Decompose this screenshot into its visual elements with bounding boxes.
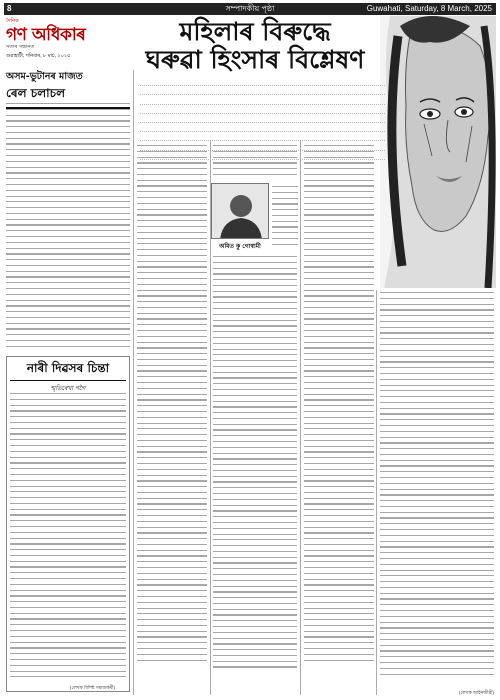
left-news-kicker: অসম-ভুটানৰ মাজত [6, 71, 83, 82]
headline-line-2: ঘৰুৱা হিংসাৰ বিশ্লেষণ [145, 45, 365, 74]
article-column-2 [213, 256, 297, 693]
column-divider [133, 70, 134, 695]
masthead-date: গুৱাহাটী, শনিবাৰ, ৮ মাৰ্চ, ২০২৫ [6, 53, 71, 59]
womens-day-title: নাৰী দিৱসৰ চিন্তা [10, 360, 126, 381]
article-column-3 [304, 145, 374, 693]
masthead-tagline: সত্যৰ সন্ধানত [6, 44, 35, 50]
article-column-2-top [213, 145, 297, 181]
womens-day-byline: শ্মৃতিৰেখা গগৈ [50, 385, 86, 392]
author-box [211, 183, 269, 251]
section-header-bar [4, 3, 496, 15]
woman-portrait-illustration [380, 16, 496, 288]
left-news-body [6, 103, 130, 351]
womens-day-box [6, 356, 130, 692]
masthead [6, 18, 126, 66]
womens-day-body [10, 393, 126, 687]
author-photo [211, 183, 269, 239]
article-column-4 [380, 292, 494, 688]
left-news-title: ৰেল চলাচল [6, 85, 130, 109]
box-footnote: (লেখক বিশিষ্ট সমাজকৰ্মী) [70, 685, 115, 690]
page-number: 8 [7, 4, 12, 13]
headline-line-1: মহিলাৰ বিৰুদ্ধে [179, 17, 331, 46]
newspaper-logo: গণ অধিকাৰ [6, 25, 86, 45]
masthead-prefix: দৈনিক [6, 18, 19, 24]
column-divider [300, 140, 301, 695]
edition-date: Guwahati, Saturday, 8 March, 2025 [366, 4, 492, 13]
author-name: অমিত কু গোস্বামী [219, 243, 261, 250]
section-title: সম্পাদকীয় পৃষ্ঠা [225, 4, 275, 13]
column-divider [376, 290, 377, 695]
article-column-2-side [272, 186, 298, 252]
main-headline [130, 18, 380, 74]
article-column-1 [137, 145, 207, 693]
article-footnote: (লেখক আইনজীৱী) [458, 690, 494, 695]
